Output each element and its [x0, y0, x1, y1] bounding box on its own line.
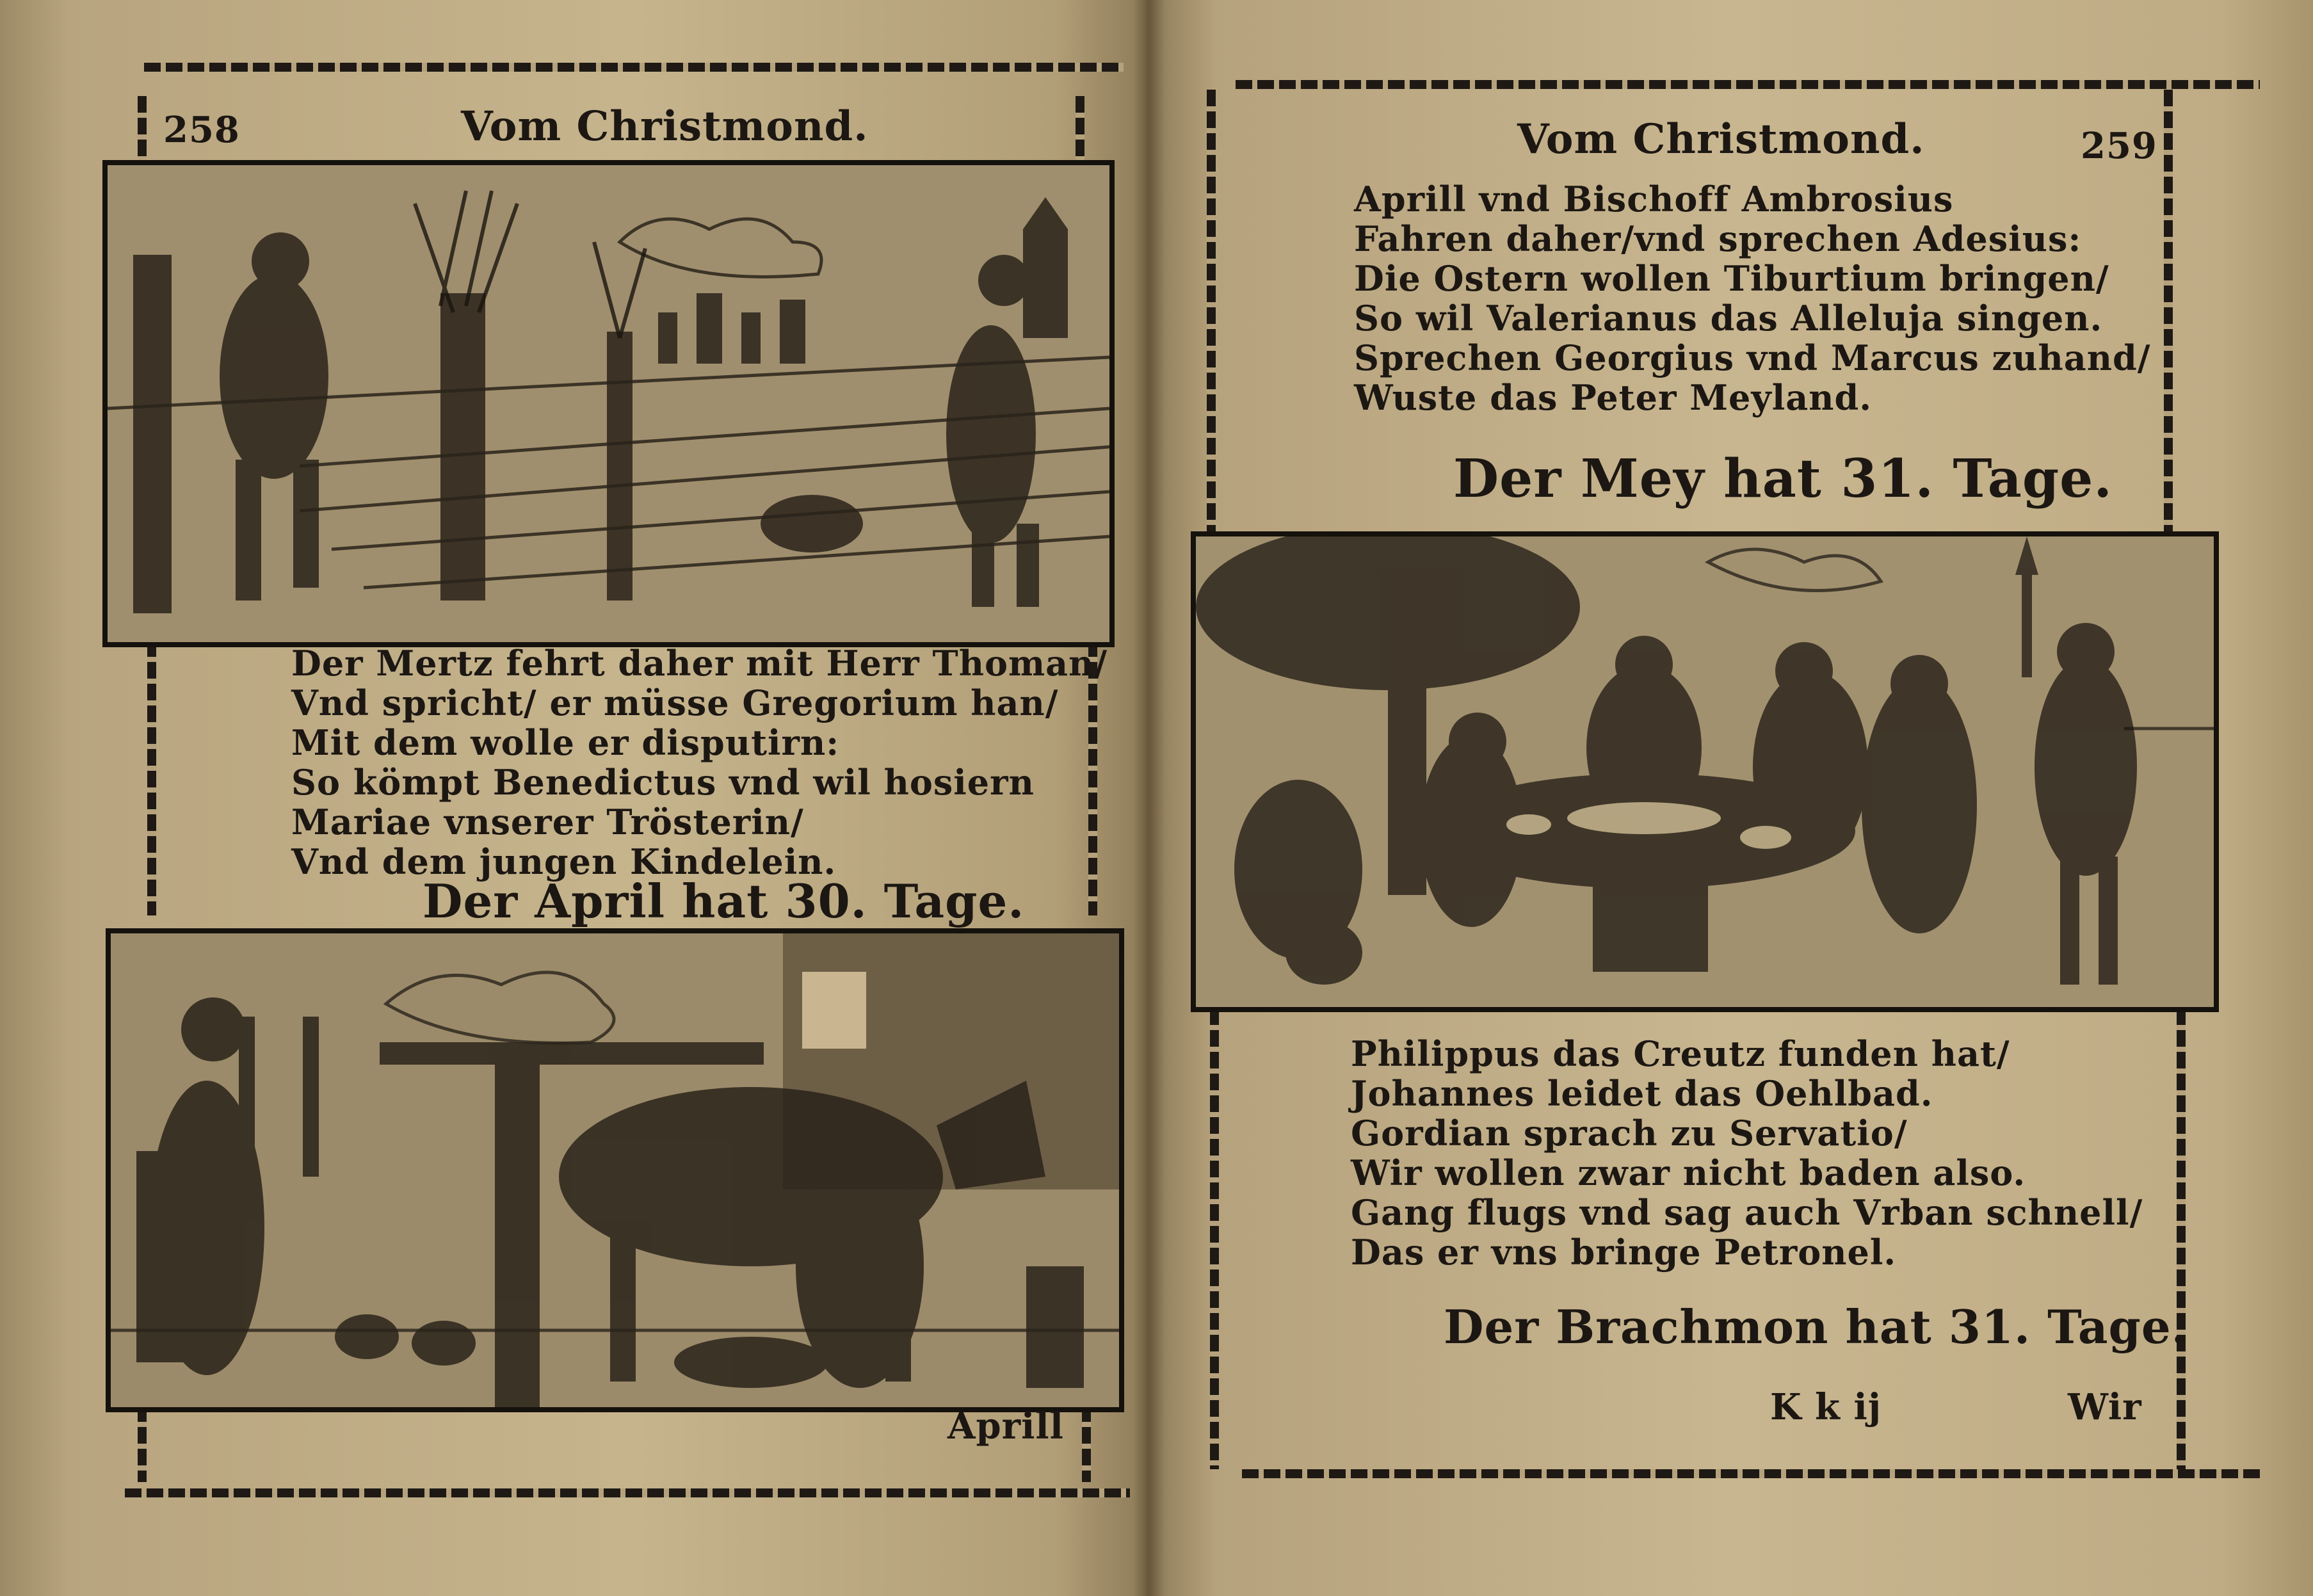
verse-line: So kömpt Benedictus vnd wil hosiern: [291, 762, 1035, 803]
verse-line: Mariae vnserer Trösterin/: [291, 802, 804, 842]
woodcut-march-sowing: [102, 160, 1115, 647]
verse-april: [1354, 179, 2150, 417]
verse-line: Aprill vnd Bischoff Ambrosius: [1354, 179, 1954, 220]
verse-line: Vnd dem jungen Kindelein.: [291, 841, 837, 882]
page-number: 258: [163, 109, 240, 151]
verse-may: [1351, 1034, 2143, 1272]
woodcut-april-milking: [106, 928, 1124, 1412]
verse-line: Mit dem wolle er disputirn:: [291, 722, 840, 763]
border-rule: [1207, 90, 1216, 538]
page-number: 259: [2081, 125, 2157, 167]
verse-line: Philippus das Creutz funden hat/: [1351, 1033, 2010, 1074]
verse-line: Johannes leidet das Oehlbad.: [1351, 1073, 1933, 1114]
border-rule: [1076, 96, 1084, 166]
verse-line: So wil Valerianus das Alleluja singen.: [1354, 298, 2103, 339]
verse-line: Gordian sprach zu Servatio/: [1351, 1113, 1908, 1154]
border-rule: [147, 640, 156, 915]
woodcut-march-illustration: [108, 165, 1109, 642]
woodcut-april-illustration: [111, 933, 1119, 1407]
month-heading-may: Der Mey hat 31. Tage.: [1453, 448, 2113, 510]
catchword: Wir: [2068, 1386, 2142, 1428]
bottom-border-rule: [1242, 1469, 2260, 1478]
verse-line: Sprechen Georgius vnd Marcus zuhand/: [1354, 337, 2151, 378]
verse-line: Vnd spricht/ er müsse Gregorium han/: [291, 682, 1059, 723]
running-head: Vom Christmond.: [1517, 115, 1925, 163]
top-border-rule: [1236, 80, 2260, 89]
woodcut-may-banquet: [1191, 531, 2219, 1012]
left-page: [0, 0, 1146, 1596]
border-rule: [1082, 1405, 1091, 1482]
verse-line: Wuste das Peter Meyland.: [1354, 377, 1873, 418]
book-gutter: [1133, 0, 1165, 1596]
border-rule: [2164, 90, 2173, 538]
verse-line: Der Mertz fehrt daher mit Herr Thoman/: [291, 643, 1108, 684]
month-heading-june: Der Brachmon hat 31. Tage.: [1444, 1300, 2188, 1354]
border-rule: [2177, 1008, 2186, 1469]
verse-line: Die Ostern wollen Tiburtium bringen/: [1354, 258, 2109, 299]
signature-mark: K k ij: [1770, 1386, 1882, 1428]
border-rule: [138, 96, 147, 166]
verse-march: [291, 643, 1108, 882]
bottom-border-rule: [125, 1488, 1130, 1497]
border-rule: [138, 1405, 147, 1482]
border-rule: [1210, 1008, 1219, 1469]
verse-line: Das er vns bringe Petronel.: [1351, 1232, 1897, 1273]
catchword: Aprill: [947, 1405, 1064, 1447]
running-head: Vom Christmond.: [461, 102, 869, 150]
month-heading-april: Der April hat 30. Tage.: [423, 874, 1025, 928]
top-border-rule: [144, 63, 1124, 72]
right-page: [1146, 0, 2313, 1596]
verse-line: Wir wollen zwar nicht baden also.: [1351, 1152, 2026, 1193]
verse-line: Fahren daher/vnd sprechen Adesius:: [1354, 218, 2082, 259]
woodcut-may-illustration: [1196, 536, 2214, 1007]
verse-line: Gang flugs vnd sag auch Vrban schnell/: [1351, 1192, 2143, 1233]
